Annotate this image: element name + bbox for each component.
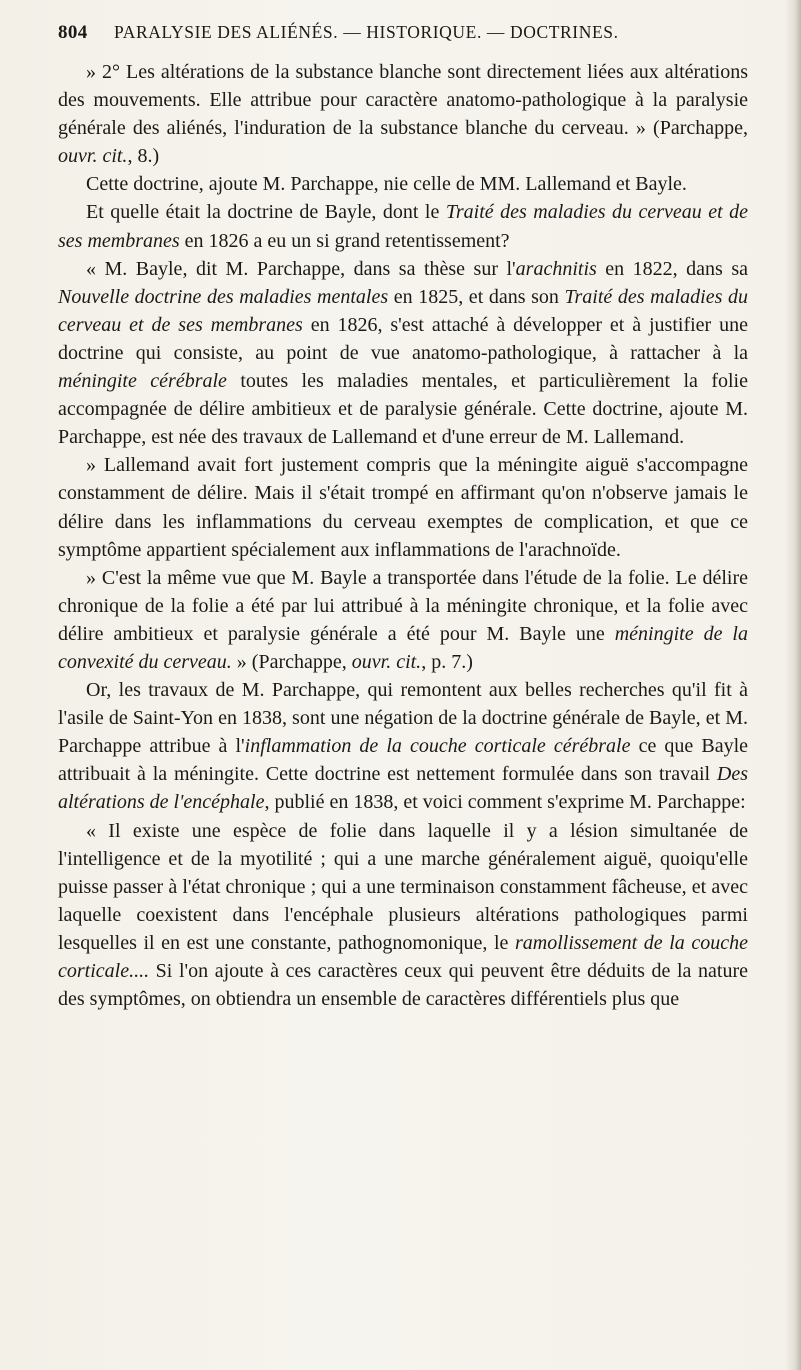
paragraph [58, 198, 748, 254]
paragraph [58, 58, 748, 170]
italic-text: ramollissement de la couche corticale.... [58, 931, 749, 982]
text-run: en 1822, dans sa [596, 257, 749, 280]
text-run: » C'est la même vue que M. Bayle a transportée dans l'étude de la folie. Le délire chronique de la folie a été par lui attribué à la méningite chronique, et la folie avec délire ambitieux et paralysie générale a été pour M. Bayle une [58, 566, 748, 645]
paragraph [58, 564, 748, 676]
paragraph [58, 170, 748, 198]
text-run: » 2° Les altérations de la substance blanche sont directement liées aux altérations des mouvements. Elle attribue pour caractère anatomo-pathologique à la paralysie générale des aliénés, l'induration de la substance blanche du cerveau. » (Parchappe, [58, 61, 748, 140]
page-edge-shadow [785, 0, 801, 1370]
italic-text: méningite cérébrale [58, 370, 227, 393]
paragraph [58, 255, 748, 452]
text-run: » (Parchappe, [231, 650, 352, 673]
text-run: « M. Bayle, dit M. Parchappe, dans sa thèse sur l' [86, 257, 516, 280]
running-head [58, 22, 748, 48]
text-run: Si l'on ajoute à ces caractères ceux qui peuvent être déduits de la nature des symptômes, on obtiendra un ensemble de caractères différentiels plus que [58, 960, 748, 1011]
paragraph [58, 817, 748, 1014]
italic-text: ouvr. cit. [351, 650, 422, 673]
italic-text: méningite de la convexité du cerveau. [58, 622, 748, 673]
text-run: Or, les travaux de M. Parchappe, qui remontent aux belles recherches qu'il fit à l'asile de Saint-Yon en 1838, sont une négation de la doctrine générale de Bayle, et M. Parchappe attribue à l' [58, 679, 748, 758]
text-run: en 1826, s'est attaché à développer et à justifier une doctrine qui consiste, au point de vue anatomo-pathologique, à rattacher à la [58, 313, 748, 364]
italic-text: ouvr. cit. [58, 145, 128, 168]
italic-text: Nouvelle doctrine des maladies mentales [58, 285, 389, 308]
text-run: ce que Bayle attribuait à la méningite. Cette doctrine est nettement formulée dans son travail [58, 735, 749, 786]
paragraph [58, 451, 748, 563]
text-run: , p. 7.) [421, 650, 473, 673]
italic-text: Des altérations de l'encéphale [58, 763, 748, 814]
italic-text: Traité des maladies du cerveau et de ses membranes [58, 285, 748, 336]
italic-text: inflammation de la couche corticale cérébrale [244, 735, 631, 758]
body-text [58, 58, 748, 1013]
page-number: 804 [58, 22, 88, 43]
paragraph [58, 676, 748, 816]
text-run: » Lallemand avait fort justement compris que la méningite aiguë s'accompagne constamment de délire. Mais il s'était trompé en affirmant qu'on n'observe jamais le délire dans les inflammations du cerveau exemptes de complication, et que ce symptôme appartient spécialement aux inflammations de l'arachnoïde. [58, 454, 748, 561]
text-run: toutes les maladies mentales, et particulièrement la folie accompagnée de délire ambitieux et de paralysie générale. Cette doctrine, ajoute M. Parchappe, est née des travaux de Lallemand et d'une erreur de M. Lallemand. [58, 370, 748, 449]
italic-text: arachnitis [515, 257, 597, 280]
running-title: PARALYSIE DES ALIÉNÉS. — HISTORIQUE. — DOCTRINES. [114, 22, 619, 42]
text-run: en 1826 a eu un si grand retentissement? [179, 229, 510, 252]
text-run: Et quelle était la doctrine de Bayle, dont le [86, 201, 446, 224]
text-run: « Il existe une espèce de folie dans laquelle il y a lésion simultanée de l'intelligence et de la myotilité ; qui a une marche généralement aiguë, quoiqu'elle puisse passer à l'état chronique ; qui a une terminaison constamment fâcheuse, et avec laquelle coexistent dans l'encéphale plusieurs altérations pathologiques parmi lesquelles il en est une constante, pathognomonique, le [58, 819, 748, 954]
text-run: , publié en 1838, et voici comment s'exprime M. Parchappe: [264, 791, 746, 814]
text-run: en 1825, et dans son [388, 285, 565, 308]
text-run: Cette doctrine, ajoute M. Parchappe, nie celle de MM. Lallemand et Bayle. [86, 173, 687, 196]
italic-text: Traité des maladies du cerveau et de ses membranes [58, 201, 748, 252]
text-run: , 8.) [127, 145, 160, 168]
